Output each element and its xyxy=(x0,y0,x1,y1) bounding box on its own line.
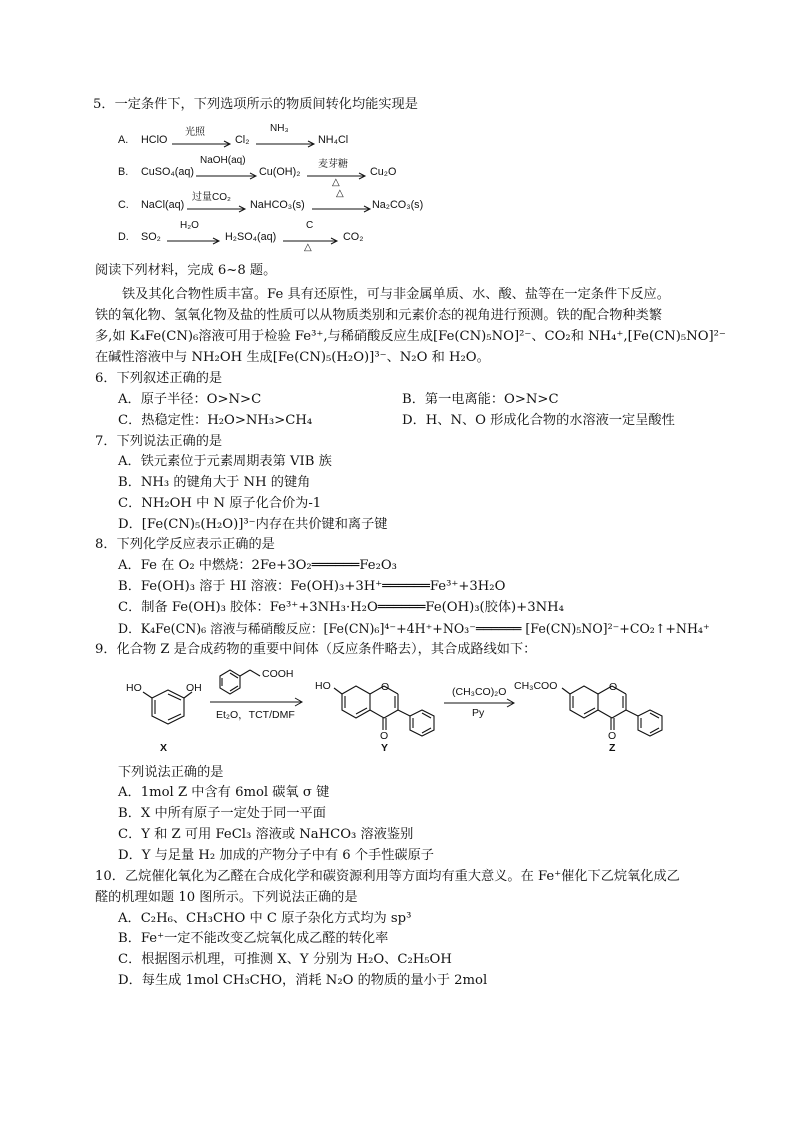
y-carbonyl-o: O xyxy=(380,730,389,742)
q5-option-a-label: A. xyxy=(118,134,129,146)
q10-option-b: B．Fe⁺一定不能改变乙烷氧化成乙醛的转化率 xyxy=(118,931,389,946)
q7-option-b: B．NH₃ 的键角大于 NH 的键角 xyxy=(118,475,311,490)
q9-option-d: D．Y 与足量 H₂ 加成的产物分子中有 6 个手性碳原子 xyxy=(118,848,434,863)
q5-c-arrow1 xyxy=(187,205,247,213)
q10-option-a: A．C₂H₆、CH₃CHO 中 C 原子杂化方式均为 sp³ xyxy=(118,911,412,926)
q5-a-arrow1 xyxy=(172,140,232,148)
q5-d-c2b: △ xyxy=(304,242,312,253)
x-structure xyxy=(140,690,200,740)
q9-lead: 下列说法正确的是 xyxy=(118,765,224,780)
q5-c-s2: NaHCO₃(s) xyxy=(250,199,305,211)
q5-a-s1: HClO xyxy=(141,134,168,146)
material-p2: 铁的氧化物、氢氧化物及盐的性质可以从物质类别和元素价态的视角进行预测。铁的配合物种类繁 xyxy=(95,308,663,323)
y-label: Y xyxy=(381,742,389,754)
q5-b-c2: 麦芽糖 xyxy=(318,159,348,170)
q5-b-s1: CuSO₄(aq) xyxy=(141,166,195,178)
z-carbonyl-o: O xyxy=(608,730,617,742)
q5-c-c2b: △ xyxy=(336,188,344,199)
q10-stem-line2: 醛的机理如题 10 图所示。下列说法正确的是 xyxy=(95,890,358,905)
q5-b-c2b: △ xyxy=(332,177,340,188)
scheme-arrow-1 xyxy=(210,698,305,706)
q7-option-c: C．NH₂OH 中 N 原子化合价为-1 xyxy=(118,496,322,511)
q9-stem: 9．化合物 Z 是合成药物的重要中间体（反应条件略去），其合成路线如下： xyxy=(95,642,537,657)
reagent1-conditions: Et₂O，TCT/DMF xyxy=(216,709,295,721)
q6-stem: 6．下列叙述正确的是 xyxy=(95,371,223,386)
x-label: X xyxy=(160,742,168,754)
z-acetoxy-label: CH₃COO xyxy=(514,680,558,692)
z-label: Z xyxy=(609,742,616,754)
q5-d-s2: H₂SO₄(aq) xyxy=(225,231,277,243)
q6-option-b: B．第一电离能：O>N>C xyxy=(402,392,559,407)
material-p1: 铁及其化合物性质丰富。Fe 具有还原性，可与非金属单质、水、酸、盐等在一定条件下反应。 xyxy=(122,287,670,302)
q8-option-a: A．Fe 在 O₂ 中燃烧：2Fe+3O₂══════Fe₂O₃ xyxy=(118,558,397,573)
q7-stem: 7．下列说法正确的是 xyxy=(95,434,223,449)
q5-a-s2: Cl₂ xyxy=(235,134,250,146)
q8-option-d: D．K₄Fe(CN)₆ 溶液与稀硝酸反应：[Fe(CN)₆]⁴⁻+4H⁺+NO₃⁻══════ [Fe(CN)₅NO]²⁻+CO₂↑+NH₄⁺ xyxy=(118,621,710,636)
q9-option-c: C．Y 和 Z 可用 FeCl₃ 溶液或 NaHCO₃ 溶液鉴别 xyxy=(118,827,414,842)
q6-option-d: D．H、N、O 形成化合物的水溶液一定呈酸性 xyxy=(402,413,675,428)
q5-b-arrow1 xyxy=(196,172,258,180)
q5-d-arrow1 xyxy=(167,237,221,245)
material-p3: 多,如 K₄Fe(CN)₆溶液可用于检验 Fe³⁺,与稀硝酸反应生成[Fe(CN)₅NO]²⁻、CO₂和 NH₄⁺,[Fe(CN)₅NO]²⁻ xyxy=(95,329,726,344)
q5-a-c1: 光照 xyxy=(185,127,205,138)
q5-b-c1: NaOH(aq) xyxy=(200,155,246,166)
q5-b-s3: Cu₂O xyxy=(370,166,397,178)
material-p4: 在碱性溶液中与 NH₂OH 生成[Fe(CN)₅(H₂O)]³⁻、N₂O 和 H₂O。 xyxy=(95,350,490,365)
q10-stem-line1: 10．乙烷催化氧化为乙醛在合成化学和碳资源利用等方面均有重大意义。在 Fe⁺催化下乙烷氧化成乙 xyxy=(95,869,680,884)
q8-option-c: C．制备 Fe(OH)₃ 胶体：Fe³⁺+3NH₃·H₂O══════Fe(OH)₃(胶体)+3NH₄ xyxy=(118,600,564,615)
reagent2-anhydride: (CH₃CO)₂O xyxy=(452,686,507,698)
y-ho-label: HO xyxy=(315,680,331,692)
q5-d-s3: CO₂ xyxy=(343,231,364,243)
q5-stem: 5．一定条件下，下列选项所示的物质间转化均能实现是 xyxy=(93,97,418,112)
q9-option-b: B．X 中所有原子一定处于同一平面 xyxy=(118,806,326,821)
q5-b-s2: Cu(OH)₂ xyxy=(259,166,301,178)
q5-d-c2: C xyxy=(306,220,314,231)
q8-option-b: B．Fe(OH)₃ 溶于 HI 溶液：Fe(OH)₃+3H⁺══════Fe³⁺+3H₂O xyxy=(118,579,506,594)
q10-option-c: C．根据图示机理，可推测 X、Y 分别为 H₂O、C₂H₅OH xyxy=(118,952,452,967)
scheme-arrow-2 xyxy=(444,699,516,707)
q5-c-arrow2 xyxy=(312,205,372,213)
q5-c-s1: NaCl(aq) xyxy=(141,199,185,211)
q7-option-d: D．[Fe(CN)₅(H₂O)]³⁻内存在共价键和离子键 xyxy=(118,517,388,532)
q9-option-a: A．1mol Z 中含有 6mol 碳氧 σ 键 xyxy=(118,785,330,800)
z-ring-o: O xyxy=(609,681,618,693)
q8-stem: 8．下列化学反应表示正确的是 xyxy=(95,537,275,552)
q5-a-c2: NH₃ xyxy=(270,123,289,134)
reagent1-cooh: COOH xyxy=(262,668,294,680)
x-oh-label: OH xyxy=(186,682,202,694)
q5-option-c-label: C. xyxy=(118,199,129,211)
q10-option-d: D．每生成 1mol CH₃CHO，消耗 N₂O 的物质的量小于 2mol xyxy=(118,973,488,988)
q5-d-c1: H₂O xyxy=(180,220,199,231)
q5-a-s3: NH₄Cl xyxy=(318,134,349,146)
x-ho-label: HO xyxy=(126,682,142,694)
q6-option-a: A．原子半径：O>N>C xyxy=(118,392,262,407)
material-intro: 阅读下列材料，完成 6~8 题。 xyxy=(95,263,277,278)
q5-a-arrow2 xyxy=(256,140,316,148)
q5-d-s1: SO₂ xyxy=(141,231,161,243)
q5-option-d-label: D. xyxy=(118,231,129,243)
reagent2-py: Py xyxy=(472,707,485,719)
q5-c-s3: Na₂CO₃(s) xyxy=(372,199,424,211)
q5-option-b-label: B. xyxy=(118,166,129,178)
q7-option-a: A．铁元素位于元素周期表第 VIB 族 xyxy=(118,454,332,469)
y-ring-o: O xyxy=(381,681,390,693)
q5-c-c1: 过量CO₂ xyxy=(192,192,231,203)
q6-option-c: C．热稳定性：H₂O>NH₃>CH₄ xyxy=(118,413,313,428)
